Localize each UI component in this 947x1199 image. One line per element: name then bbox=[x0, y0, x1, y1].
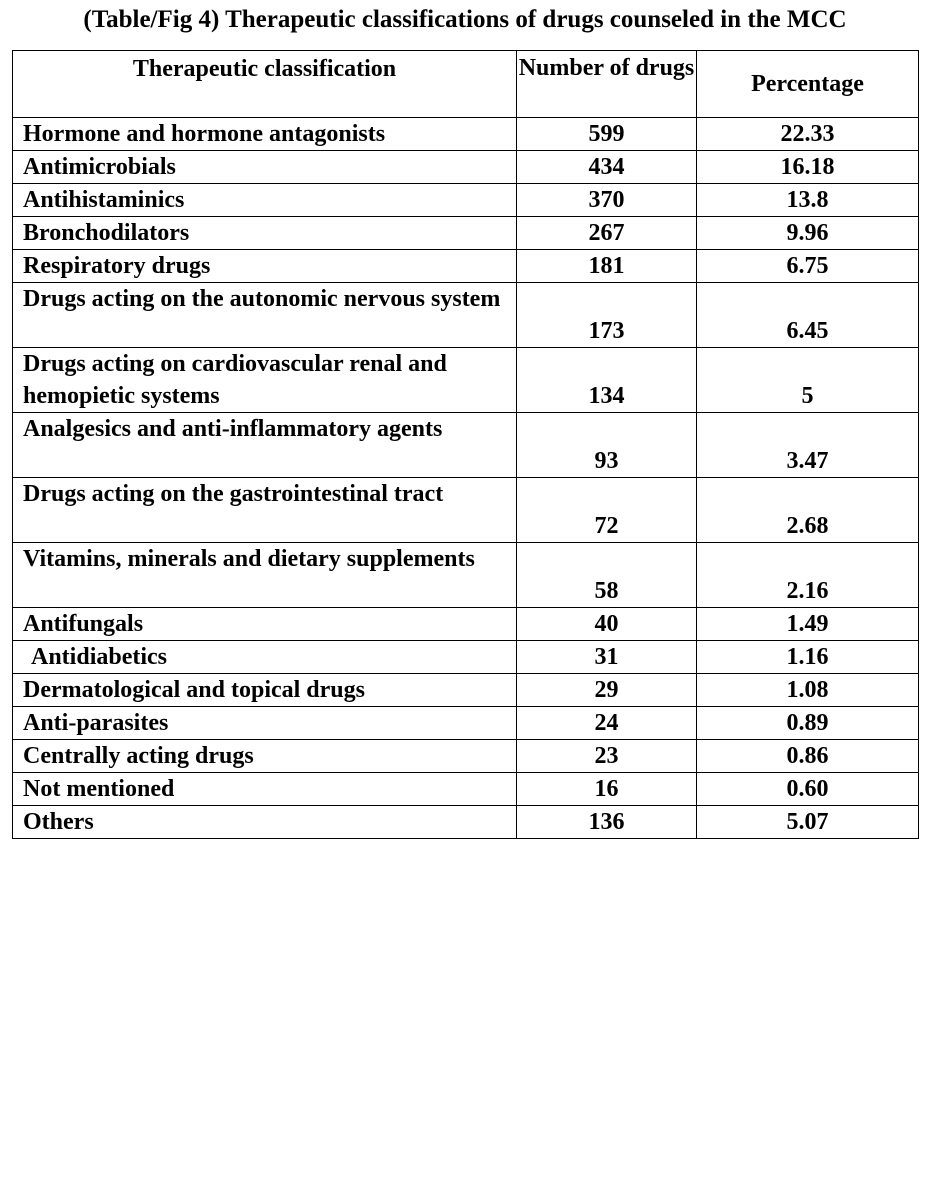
row-percentage: 16.18 bbox=[697, 151, 919, 184]
row-percentage: 22.33 bbox=[697, 118, 919, 151]
row-number: 599 bbox=[517, 118, 697, 151]
row-percentage: 6.75 bbox=[697, 250, 919, 283]
table-row bbox=[13, 184, 919, 217]
header-number: Number of drugs bbox=[517, 51, 697, 118]
row-classification: Antimicrobials bbox=[13, 151, 517, 184]
row-number: 181 bbox=[517, 250, 697, 283]
table-row bbox=[13, 478, 919, 543]
row-classification: Respiratory drugs bbox=[13, 250, 517, 283]
table-row bbox=[13, 773, 919, 806]
row-classification: Drugs acting on cardiovascular renal and hemopietic systems bbox=[13, 348, 517, 413]
table-row bbox=[13, 608, 919, 641]
table-row bbox=[13, 674, 919, 707]
therapeutic-classification-table bbox=[12, 50, 919, 839]
row-number: 134 bbox=[517, 348, 697, 413]
header-classification: Therapeutic classification bbox=[13, 51, 517, 118]
row-percentage: 2.68 bbox=[697, 478, 919, 543]
row-percentage: 5.07 bbox=[697, 806, 919, 839]
row-percentage: 3.47 bbox=[697, 413, 919, 478]
row-number: 58 bbox=[517, 543, 697, 608]
row-percentage: 1.08 bbox=[697, 674, 919, 707]
table-title: (Table/Fig 4) Therapeutic classifications of drugs counseled in the MCC bbox=[83, 6, 847, 33]
row-classification: Anti-parasites bbox=[13, 707, 517, 740]
header-percentage: Percentage bbox=[697, 51, 919, 118]
table-row bbox=[13, 740, 919, 773]
table-row bbox=[13, 217, 919, 250]
row-classification: Others bbox=[13, 806, 517, 839]
row-percentage: 9.96 bbox=[697, 217, 919, 250]
row-percentage: 13.8 bbox=[697, 184, 919, 217]
row-number: 40 bbox=[517, 608, 697, 641]
table-row bbox=[13, 250, 919, 283]
row-classification: Drugs acting on the gastrointestinal tract bbox=[13, 478, 517, 543]
row-classification: Antihistaminics bbox=[13, 184, 517, 217]
row-classification: Centrally acting drugs bbox=[13, 740, 517, 773]
row-number: 267 bbox=[517, 217, 697, 250]
row-percentage: 5 bbox=[697, 348, 919, 413]
row-percentage: 1.16 bbox=[697, 641, 919, 674]
row-classification: Drugs acting on the autonomic nervous system bbox=[13, 283, 517, 348]
row-classification: Hormone and hormone antagonists bbox=[13, 118, 517, 151]
row-percentage: 0.86 bbox=[697, 740, 919, 773]
row-number: 16 bbox=[517, 773, 697, 806]
row-percentage: 0.89 bbox=[697, 707, 919, 740]
table-row bbox=[13, 151, 919, 184]
row-classification: Analgesics and anti-inflammatory agents bbox=[13, 413, 517, 478]
table-row bbox=[13, 348, 919, 413]
row-percentage: 0.60 bbox=[697, 773, 919, 806]
row-percentage: 2.16 bbox=[697, 543, 919, 608]
table-body bbox=[13, 118, 919, 839]
row-number: 24 bbox=[517, 707, 697, 740]
row-number: 370 bbox=[517, 184, 697, 217]
table-row bbox=[13, 118, 919, 151]
row-number: 29 bbox=[517, 674, 697, 707]
row-classification: Not mentioned bbox=[13, 773, 517, 806]
row-classification: Antidiabetics bbox=[13, 641, 517, 674]
row-classification: Dermatological and topical drugs bbox=[13, 674, 517, 707]
table-row bbox=[13, 806, 919, 839]
table-row bbox=[13, 283, 919, 348]
row-classification: Bronchodilators bbox=[13, 217, 517, 250]
row-number: 434 bbox=[517, 151, 697, 184]
row-percentage: 6.45 bbox=[697, 283, 919, 348]
table-row bbox=[13, 641, 919, 674]
row-number: 23 bbox=[517, 740, 697, 773]
row-number: 136 bbox=[517, 806, 697, 839]
row-percentage: 1.49 bbox=[697, 608, 919, 641]
row-classification: Antifungals bbox=[13, 608, 517, 641]
table-header-row bbox=[13, 51, 919, 118]
row-number: 93 bbox=[517, 413, 697, 478]
table-row bbox=[13, 707, 919, 740]
row-number: 72 bbox=[517, 478, 697, 543]
table-row bbox=[13, 543, 919, 608]
row-number: 173 bbox=[517, 283, 697, 348]
row-classification: Vitamins, minerals and dietary supplements bbox=[13, 543, 517, 608]
table-row bbox=[13, 413, 919, 478]
row-number: 31 bbox=[517, 641, 697, 674]
